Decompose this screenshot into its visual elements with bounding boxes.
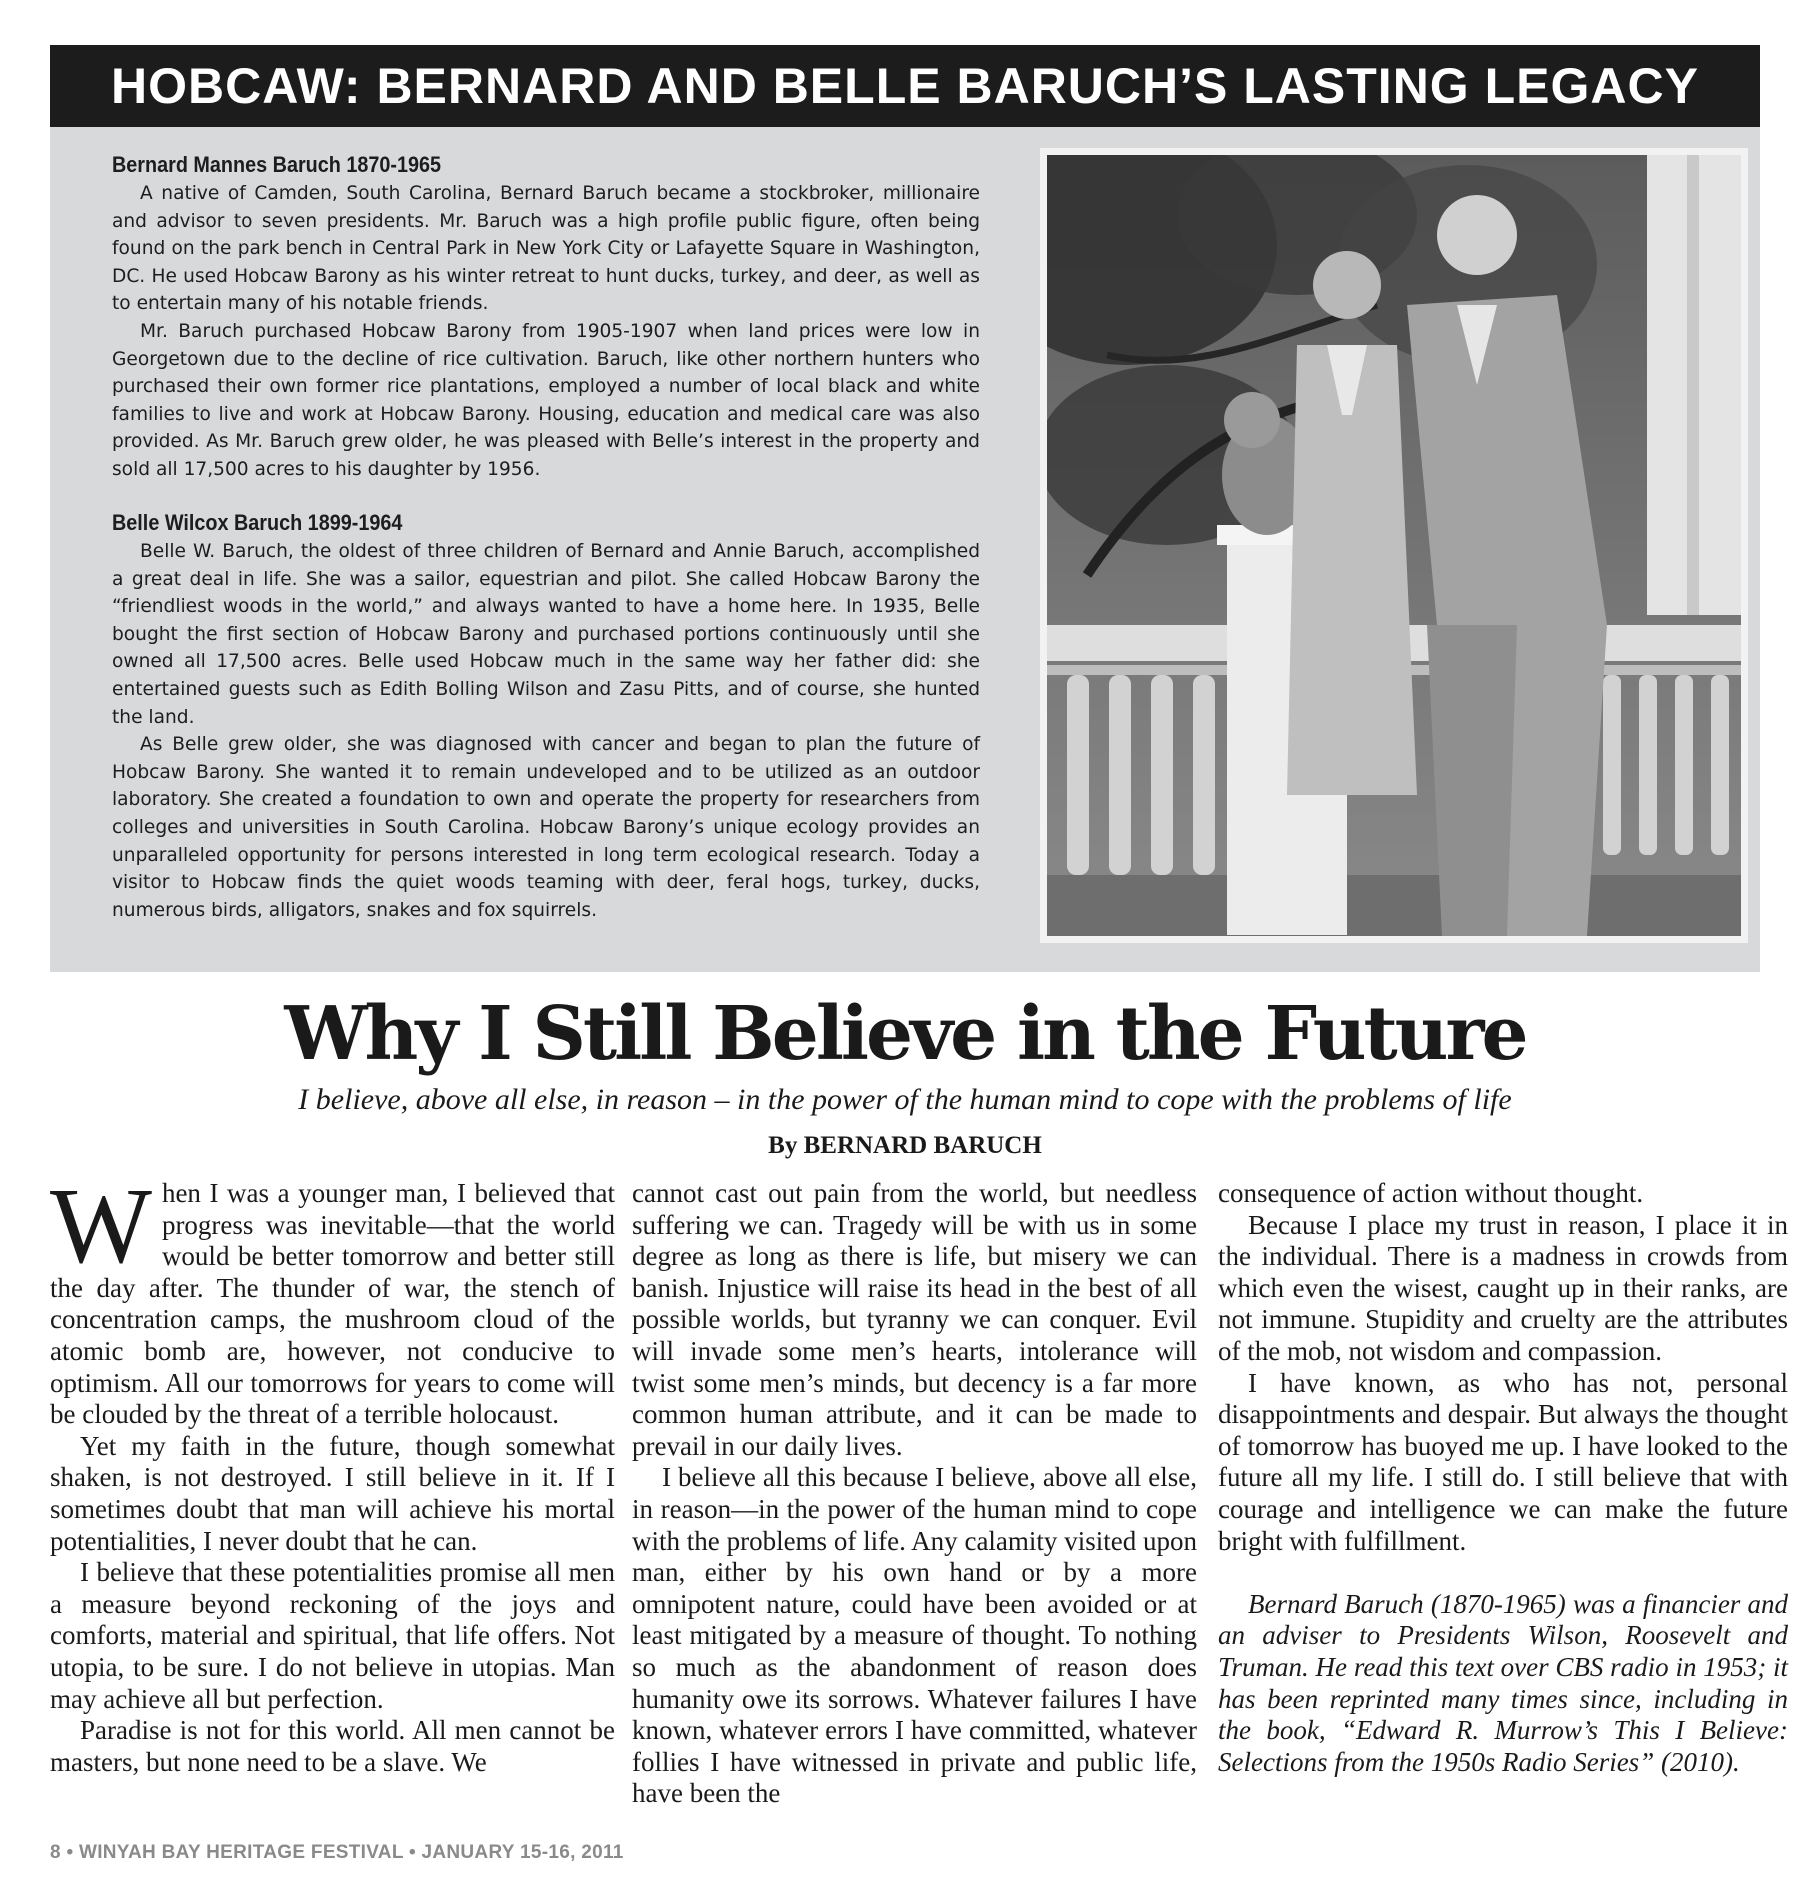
banner-title: HOBCAW: BERNARD AND BELLE BARUCH’S LASTING LEGACY bbox=[111, 58, 1699, 114]
author-note: Bernard Baruch (1870-1965) was a financier and an adviser to Presidents Wilson, Roosevelt and Truman. He read this text over CBS radio in 1953; it has been reprinted many times since, including in the book, “Edward R. Murrow’s This I Believe: Selections from the 1950s Radio Series” (2010). bbox=[1218, 1588, 1788, 1777]
article-headline: Why I Still Believe in the Future bbox=[284, 991, 1526, 1077]
baruch-photo bbox=[1040, 148, 1748, 943]
article-opening-text: hen I was a younger man, I believed that progress was inevitable—that the world would be better tomorrow and better still the day after. The thunder of war, the stench of concentration camps, the mushroom cloud of the atomic bomb are, however, not conducive to optimism. All our tomorrows for years to come will be clouded by the threat of a terrible holocaust. bbox=[50, 1178, 615, 1430]
article-paragraph bbox=[50, 1167, 615, 1431]
bernard-paragraph: Mr. Baruch purchased Hobcaw Barony from 1905-1907 when land prices were low in Georgetown due to the decline of rice cultivation. Baruch, like other northern hunters who purchased their own former rice plantations, employed a number of local black and white families to live and work at Hobcaw Barony. Housing, education and medical care was also provided. As Mr. Baruch grew older, he was pleased with Belle’s interest in the property and sold all 17,500 acres to his daughter by 1956. bbox=[112, 320, 980, 480]
drop-cap: W bbox=[50, 1167, 152, 1286]
section-banner bbox=[50, 45, 1760, 127]
article-paragraph: I believe that these potentialities promise all men a measure beyond reckoning of the joys and comforts, material and spiritual, that life offers. Not utopia, to be sure. I do not believe in utopias. Man may achieve all but perfection. bbox=[50, 1557, 615, 1714]
article-column-3 bbox=[1218, 1178, 1788, 1778]
bernard-bio bbox=[112, 150, 980, 484]
article-column-2 bbox=[632, 1178, 1197, 1810]
bernard-heading: Bernard Mannes Baruch 1870-1965 bbox=[112, 152, 442, 177]
belle-bio bbox=[112, 508, 980, 924]
article-paragraph: Because I place my trust in reason, I place it in the individual. There is a madness in crowds from which even the wisest, caught up in their ranks, are not immune. Stupidity and cruelty are the attributes of the mob, not wisdom and compassion. bbox=[1218, 1209, 1788, 1366]
bernard-paragraph: A native of Camden, South Carolina, Bernard Baruch became a stockbroker, millionaire and advisor to seven presidents. Mr. Baruch was a high profile public figure, often being found on the park bench in Central Park in New York City or Lafayette Square in Washington, DC. He used Hobcaw Barony as his winter retreat to hunt ducks, turkey, and deer, as well as to entertain many of his notable friends. bbox=[112, 183, 980, 315]
page-footer: 8 • WINYAH BAY HERITAGE FESTIVAL • JANUARY 15-16, 2011 bbox=[50, 1842, 624, 1863]
article-paragraph: consequence of action without thought. bbox=[1218, 1178, 1644, 1208]
article-column-1 bbox=[50, 1167, 615, 1778]
article-paragraph: Paradise is not for this world. All men cannot be masters, but none need to be a slave. We bbox=[50, 1715, 615, 1777]
article-paragraph: Yet my faith in the future, though somewhat shaken, is not destroyed. I still believe in it. If I sometimes doubt that man will achieve his mortal potentialities, I never doubt that he can. bbox=[50, 1430, 615, 1556]
article-paragraph: I have known, as who has not, personal disappointments and despair. But always the thought of tomorrow has buoyed me up. I have looked to the future all my life. I still do. I still believe that with courage and intelligence we can make the future bright with fulfillment. bbox=[1218, 1367, 1788, 1556]
belle-paragraph: As Belle grew older, she was diagnosed with cancer and began to plan the future of Hobcaw Barony. She wanted it to remain undeveloped and to be utilized as an outdoor laboratory. She created a foundation to own and operate the property for researchers from colleges and universities in South Carolina. Hobcaw Barony’s unique ecology provides an unparalleled opportunity for persons interested in long term ecological research. Today a visitor to Hobcaw finds the quiet woods teaming with deer, feral hogs, turkey, ducks, numerous birds, alligators, snakes and fox squirrels. bbox=[112, 734, 980, 921]
article-byline: By BERNARD BARUCH bbox=[768, 1132, 1042, 1159]
article-paragraph: cannot cast out pain from the world, but needless suffering we can. Tragedy will be with us in some degree as long as there is life, but misery we can banish. Injustice will raise its head in the best of all possible worlds, but tyranny we can conquer. Evil will invade some men’s hearts, intolerance will twist some men’s minds, but decency is a far more common human attribute, and it can be made to prevail in our daily lives. bbox=[632, 1178, 1197, 1461]
article-subhead: I believe, above all else, in reason – in the power of the human mind to cope with the problems of life bbox=[298, 1083, 1512, 1116]
belle-paragraph: Belle W. Baruch, the oldest of three children of Bernard and Annie Baruch, accomplished a great deal in life. She was a sailor, equestrian and pilot. She called Hobcaw Barony the “friendliest woods in the world,” and always wanted to have a home here. In 1935, Belle bought the first section of Hobcaw Barony and purchased portions continuously until she owned all 17,500 acres. Belle used Hobcaw much in the same way her father did: she entertained guests such as Edith Bolling Wilson and Zasu Pitts, and of course, she hunted the land. bbox=[112, 541, 980, 728]
belle-heading: Belle Wilcox Baruch 1899-1964 bbox=[112, 510, 403, 535]
article-paragraph: I believe all this because I believe, above all else, in reason—in the power of the human mind to cope with the problems of life. Any calamity visited upon man, either by his own hand or by a more omnipotent nature, could have been avoided or at least mitigated by a measure of thought. To nothing so much as the abandonment of reason does humanity owe its sorrows. Whatever failures I have known, whatever errors I have committed, whatever follies I have witnessed in private and public life, have been the bbox=[632, 1462, 1197, 1809]
photo-image bbox=[1047, 155, 1741, 936]
